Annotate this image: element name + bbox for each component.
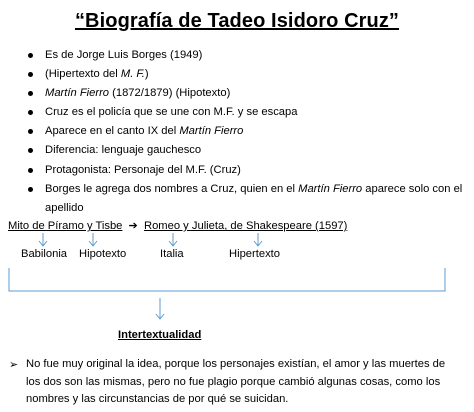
label-hipotexto: Hipotexto bbox=[79, 248, 127, 260]
bullet-text: Borges le agrega dos nombres a Cruz, quien en el bbox=[45, 182, 299, 195]
bullet-text: Martín Fierro bbox=[45, 87, 110, 100]
right-arrow-icon: ➔ bbox=[128, 220, 138, 232]
bullet-text: aparece solo con el apellido bbox=[45, 182, 463, 214]
bullet-text: Cruz es el policía que se une con M.F. y se escapa bbox=[45, 106, 298, 119]
bullet-text: Martín Fierro bbox=[298, 182, 363, 195]
hypotext-work: Mito de Píramo y Tisbe bbox=[8, 220, 123, 232]
down-arrow-icon bbox=[38, 233, 48, 247]
bullet-text: ) bbox=[144, 68, 149, 81]
down-arrow-icon bbox=[168, 233, 178, 247]
bullet-item bbox=[28, 180, 468, 218]
bullet-item bbox=[28, 161, 468, 180]
bullet-text: (Hipertexto del bbox=[45, 68, 121, 81]
hypertext-work: Romeo y Julieta, de Shakespeare (1597) bbox=[144, 220, 348, 232]
concept-label: Intertextualidad bbox=[118, 329, 202, 341]
bullet-text: Protagonista: Personaje del M.F. (Cruz) bbox=[45, 163, 241, 176]
conclusion-note bbox=[9, 356, 458, 409]
bullet-text: Aparece en el canto IX del bbox=[45, 125, 180, 138]
relation-row bbox=[8, 219, 347, 232]
arrowhead-bullet-icon: ➢ bbox=[9, 359, 19, 371]
bullet-item bbox=[28, 103, 468, 122]
bullet-text: (1872/1879) (Hipotexto) bbox=[109, 87, 231, 100]
label-babilonia: Babilonia bbox=[21, 248, 68, 260]
down-arrow-icon bbox=[155, 298, 165, 320]
bullet-text: M. F. bbox=[120, 68, 145, 81]
bullet-text: Es de Jorge Luis Borges (1949) bbox=[45, 49, 203, 61]
grouping-bracket bbox=[8, 268, 446, 292]
bullet-list bbox=[28, 46, 468, 218]
bullet-item bbox=[28, 65, 468, 84]
bullet-text: Martín Fierro bbox=[179, 125, 244, 138]
conclusion-text: No fue muy original la idea, porque los personajes existían, el amor y las muertes de los dos son las mismas, pero no fue plagio porque cambió algunas cosas, como los nombres y las circunstancias de por qué se suicidan. bbox=[26, 358, 446, 405]
bullet-item bbox=[28, 122, 468, 141]
label-hipertexto: Hipertexto bbox=[229, 248, 280, 260]
bullet-item bbox=[28, 46, 468, 65]
bullet-text: Diferencia: lenguaje gauchesco bbox=[45, 144, 202, 157]
down-arrow-icon bbox=[253, 233, 263, 247]
label-italia: Italia bbox=[160, 248, 184, 260]
bullet-item bbox=[28, 141, 468, 160]
down-arrow-icon bbox=[88, 233, 98, 247]
bullet-item bbox=[28, 84, 468, 103]
document-title: “Biografía de Tadeo Isidoro Cruz” bbox=[74, 10, 400, 32]
